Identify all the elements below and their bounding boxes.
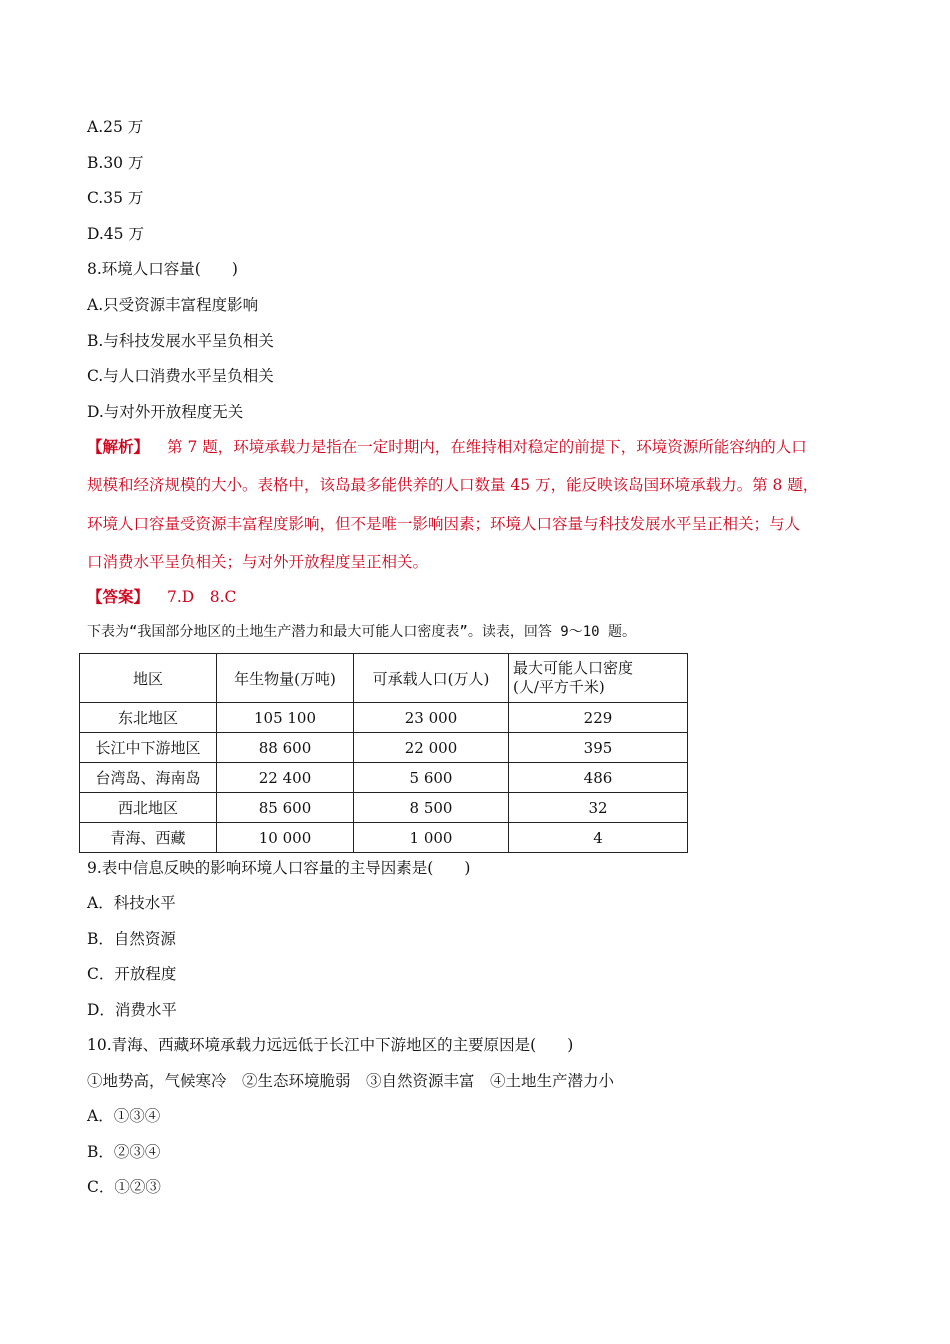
- cell-region: 西北地区: [80, 793, 217, 823]
- header-density-line2: (人/平方千米): [513, 678, 605, 696]
- table-intro: 下表为“我国部分地区的土地生产潜力和最大可能人口密度表”。读表，回答 9～10 题。: [87, 624, 636, 640]
- cell-biomass: 85 600: [217, 793, 354, 823]
- header-biomass: 年生物量(万吨): [217, 654, 354, 703]
- table-header-row: [80, 654, 688, 703]
- cell-biomass: 22 400: [217, 763, 354, 793]
- analysis-line-1: [87, 437, 807, 457]
- q9-stem: 9.表中信息反映的影响环境人口容量的主导因素是( ): [87, 859, 471, 877]
- cell-capacity: 1 000: [354, 823, 509, 853]
- header-density-line1: 最大可能人口密度: [513, 659, 634, 677]
- analysis-line-4: 口消费水平呈负相关；与对外开放程度呈正相关。: [87, 553, 429, 571]
- header-region: 地区: [80, 654, 217, 703]
- q7-option-d: D.45 万: [87, 225, 144, 243]
- cell-density: 395: [509, 733, 688, 763]
- data-table: [79, 653, 688, 853]
- q9-option-c: C．开放程度: [87, 965, 177, 983]
- cell-capacity: 22 000: [354, 733, 509, 763]
- table-row: [80, 733, 688, 763]
- table-row: [80, 823, 688, 853]
- answer-text: 7.D 8.C: [167, 588, 237, 606]
- q8-stem: 8.环境人口容量( ): [87, 260, 238, 278]
- q10-option-b: B．②③④: [87, 1143, 161, 1161]
- q8-option-a: A.只受资源丰富程度影响: [87, 296, 259, 314]
- q10-stem: 10.青海、西藏环境承载力远远低于长江中下游地区的主要原因是( ): [87, 1036, 574, 1054]
- cell-density: 32: [509, 793, 688, 823]
- cell-density: 486: [509, 763, 688, 793]
- table-row: [80, 793, 688, 823]
- analysis-label: 【解析】: [87, 437, 150, 456]
- q7-option-c: C.35 万: [87, 189, 144, 207]
- q8-option-d: D.与对外开放程度无关: [87, 403, 244, 421]
- q8-option-b: B.与科技发展水平呈负相关: [87, 332, 274, 350]
- q7-option-b: B.30 万: [87, 154, 144, 172]
- cell-biomass: 88 600: [217, 733, 354, 763]
- q7-option-a: A.25 万: [87, 118, 144, 136]
- q9-option-b: B．自然资源: [87, 930, 176, 948]
- cell-region: 青海、西藏: [80, 823, 217, 853]
- table-row: [80, 763, 688, 793]
- cell-region: 长江中下游地区: [80, 733, 217, 763]
- answer-label: 【答案】: [87, 587, 150, 606]
- q9-option-d: D．消费水平: [87, 1001, 177, 1019]
- header-density: [509, 654, 688, 703]
- cell-region: 东北地区: [80, 703, 217, 733]
- cell-capacity: 5 600: [354, 763, 509, 793]
- analysis-line-2: 规模和经济规模的大小。表格中，该岛最多能供养的人口数量 45 万，能反映该岛国环境承载力。第 8 题，: [87, 476, 819, 494]
- q10-option-c: C．①②③: [87, 1178, 161, 1196]
- answer-line: [87, 587, 236, 607]
- analysis-line-3: 环境人口容量受资源丰富程度影响，但不是唯一影响因素；环境人口容量与科技发展水平呈正相关；与人: [87, 515, 801, 533]
- cell-density: 4: [509, 823, 688, 853]
- table-row: [80, 703, 688, 733]
- q10-choices: ①地势高，气候寒冷 ②生态环境脆弱 ③自然资源丰富 ④土地生产潜力小: [87, 1072, 615, 1090]
- cell-density: 229: [509, 703, 688, 733]
- q9-option-a: A．科技水平: [87, 894, 176, 912]
- cell-capacity: 8 500: [354, 793, 509, 823]
- cell-biomass: 105 100: [217, 703, 354, 733]
- cell-region: 台湾岛、海南岛: [80, 763, 217, 793]
- q8-option-c: C.与人口消费水平呈负相关: [87, 367, 274, 385]
- analysis-text-1: 第 7 题，环境承载力是指在一定时期内，在维持相对稳定的前提下，环境资源所能容纳的人口: [167, 438, 807, 456]
- q10-option-a: A．①③④: [87, 1107, 161, 1125]
- cell-biomass: 10 000: [217, 823, 354, 853]
- header-capacity: 可承载人口(万人): [354, 654, 509, 703]
- cell-capacity: 23 000: [354, 703, 509, 733]
